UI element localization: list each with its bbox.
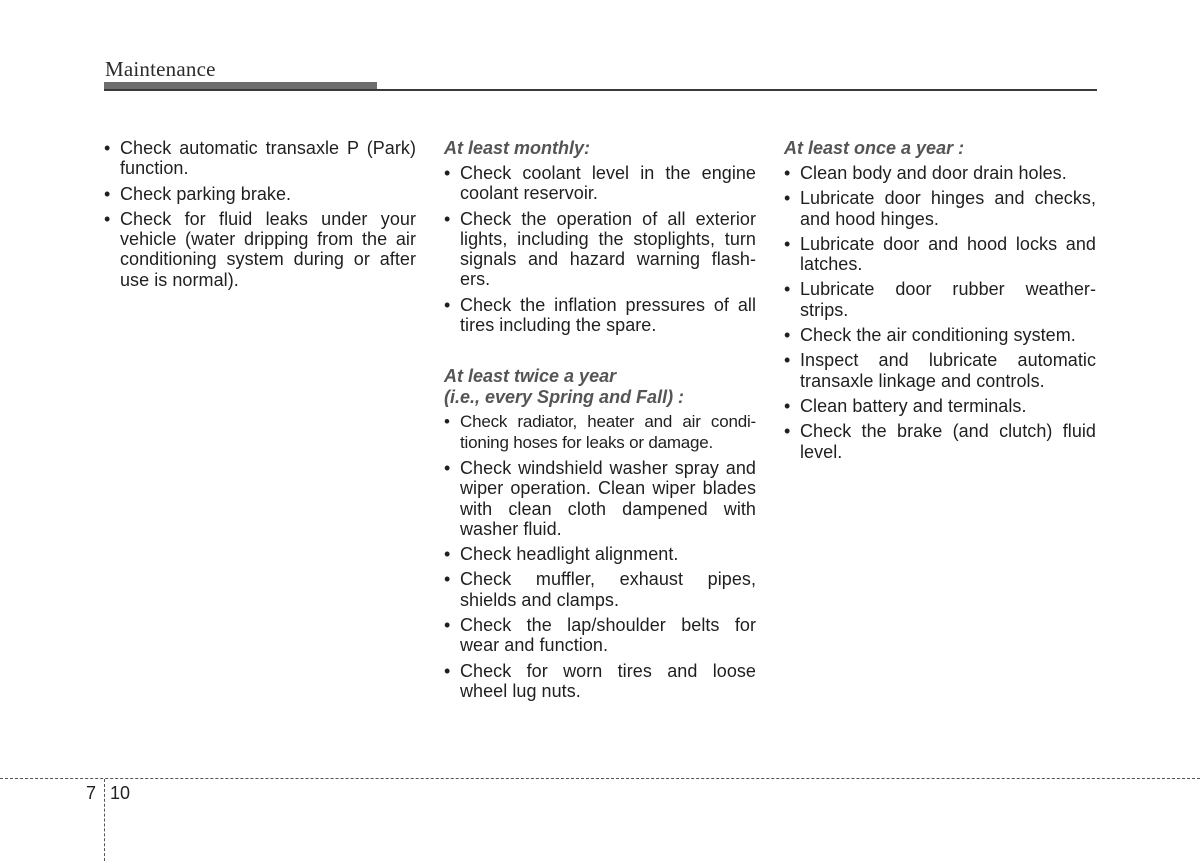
list-item: • Clean battery and terminals. <box>784 396 1096 416</box>
list-item: • Check the air conditioning system. <box>784 325 1096 345</box>
header-rule <box>104 89 1097 91</box>
chapter-number: 7 <box>86 783 97 803</box>
list-item: • Check radiator, heater and air condi-tioning hoses for leaks or damage. <box>444 412 756 453</box>
heading-twice-yearly <box>444 366 756 408</box>
section-title: Maintenance <box>105 57 216 81</box>
bullet-list-twice-yearly <box>444 412 756 701</box>
footer-divider <box>104 779 105 861</box>
heading-line: At least twice a year <box>444 366 617 387</box>
list-item: • Check automatic transaxle P (Park) function. <box>104 138 416 179</box>
column-3 <box>784 138 1096 467</box>
heading-monthly: At least monthly: <box>444 138 591 158</box>
list-item: • Check windshield washer spray and wiper operation. Clean wiper blades with clean cloth dampened with washer fluid. <box>444 458 756 539</box>
list-item: • Check headlight alignment. <box>444 544 756 564</box>
list-item: • Lubricate door hinges and checks, and hood hinges. <box>784 188 1096 229</box>
list-item: • Check the operation of all exterior lights, including the stoplights, turn signals and hazard warning flash-ers. <box>444 209 756 290</box>
bullet-list <box>104 138 416 290</box>
list-item: • Check muffler, exhaust pipes, shields and clamps. <box>444 569 756 610</box>
list-item: • Inspect and lubricate automatic transaxle linkage and controls. <box>784 350 1096 391</box>
list-item: • Check the inflation pressures of all tires including the spare. <box>444 295 756 336</box>
bullet-list-yearly <box>784 163 1096 462</box>
heading-yearly: At least once a year : <box>784 138 965 158</box>
column-2 <box>444 138 756 706</box>
list-item: • Check coolant level in the engine coolant reservoir. <box>444 163 756 204</box>
list-item: • Lubricate door rubber weather-strips. <box>784 279 1096 320</box>
list-item: • Check for worn tires and loose wheel lug nuts. <box>444 661 756 702</box>
footer-rule <box>0 778 1200 779</box>
page-number: 10 <box>110 783 131 803</box>
list-item: • Clean body and door drain holes. <box>784 163 1096 183</box>
heading-line: (i.e., every Spring and Fall) : <box>444 387 685 408</box>
column-1 <box>104 138 416 295</box>
list-item: • Check for fluid leaks under your vehicle (water dripping from the air conditioning system during or after use is normal). <box>104 209 416 290</box>
bullet-list-monthly <box>444 163 756 335</box>
list-item: • Lubricate door and hood locks and latches. <box>784 234 1096 275</box>
list-item: • Check the brake (and clutch) fluid level. <box>784 421 1096 462</box>
list-item: • Check the lap/shoulder belts for wear and function. <box>444 615 756 656</box>
list-item: • Check parking brake. <box>104 184 416 204</box>
